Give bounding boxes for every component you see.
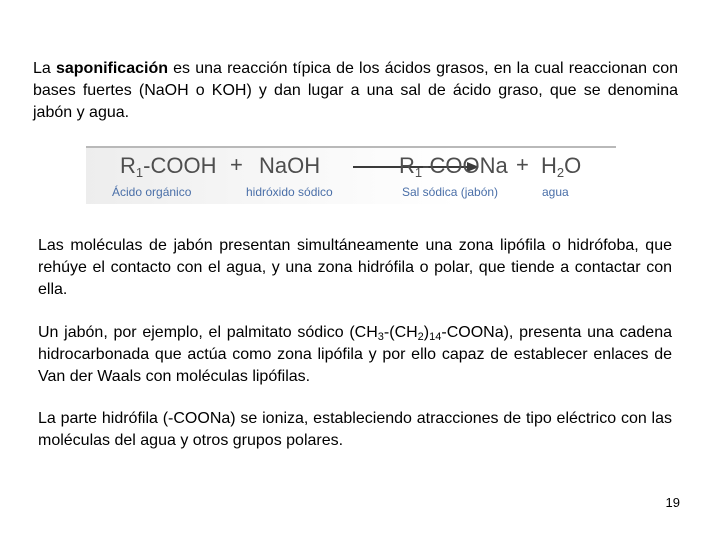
caption-water: agua bbox=[542, 185, 569, 199]
reactant-base-formula: NaOH bbox=[259, 153, 321, 178]
palmitate-paragraph: Un jabón, por ejemplo, el palmitato sódico $(CH_3-(CH_2)_{14}-COONa)$, presenta una cadena hidrocarbonada que actúa como zona lipófila y por ello capaz de establecer enlaces de Van der Waals con moléculas lipófilas. bbox=[38, 324, 672, 385]
saponification-term: saponificación bbox=[55, 60, 168, 77]
hydrophilic-paragraph: La parte hidrófila (-COONa) se ioniza, estableciendo atracciones de tipo eléctrico con las moléculas del agua y otros grupos polares. bbox=[38, 410, 672, 449]
saponification-equation bbox=[86, 146, 616, 204]
product-soap-formula: $R_1$-COONa bbox=[399, 153, 508, 180]
intro-text-start: La bbox=[33, 60, 56, 77]
plus-sign: + bbox=[230, 152, 243, 177]
caption-sodium-salt: Sal sódica (jabón) bbox=[402, 185, 499, 199]
soap-molecules-paragraph: Las moléculas de jabón presentan simultáneamente una zona lipófila o hidrófoba, que rehúye el contacto con el agua, y una zona hidrófila o polar, que tiende a contactar con ella. bbox=[38, 237, 672, 298]
reactant-acid-formula: $R_1$-COOH bbox=[120, 153, 217, 180]
caption-sodium-hydroxide: hidróxido sódico bbox=[246, 185, 333, 199]
caption-organic-acid: Ácido orgánico bbox=[112, 185, 192, 199]
intro-paragraph bbox=[33, 58, 678, 124]
intro-text-end: es una reacción típica de los ácidos grasos, en la cual reaccionan con bases fuertes (NaOH o KOH) y dan lugar a una sal de ácido graso, que se denomina jabón y agua. bbox=[33, 60, 678, 121]
product-water-formula: $H_2O$ bbox=[541, 153, 582, 180]
page-number: 19 bbox=[665, 495, 680, 510]
plus-sign-2: + bbox=[516, 152, 529, 177]
